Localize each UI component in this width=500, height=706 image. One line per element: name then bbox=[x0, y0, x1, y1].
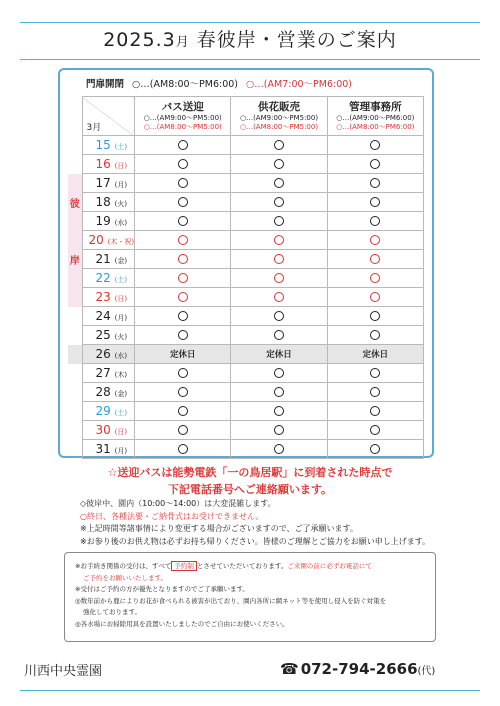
open-cell bbox=[135, 174, 231, 193]
weekday: (水) bbox=[114, 352, 128, 360]
open-circle-icon bbox=[178, 235, 188, 245]
column-name: 供花販売 bbox=[258, 101, 301, 113]
open-circle-icon bbox=[274, 444, 284, 454]
weekday: (日) bbox=[114, 295, 128, 303]
date-number: 25 bbox=[95, 328, 111, 342]
open-cell bbox=[327, 250, 423, 269]
notes-list bbox=[80, 498, 430, 548]
open-circle-icon bbox=[274, 330, 284, 340]
weekday: (金) bbox=[114, 257, 128, 265]
open-cell bbox=[231, 383, 327, 402]
date-number: 19 bbox=[95, 214, 111, 228]
date-number: 24 bbox=[95, 309, 111, 323]
organization-name: 川西中央霊園 bbox=[24, 664, 103, 679]
open-cell bbox=[135, 288, 231, 307]
open-cell bbox=[231, 136, 327, 155]
open-circle-icon bbox=[178, 444, 188, 454]
weekday: (日) bbox=[114, 428, 128, 436]
open-circle-icon bbox=[370, 254, 380, 264]
table-row bbox=[68, 345, 424, 364]
open-circle-icon bbox=[370, 387, 380, 397]
footer-divider bbox=[20, 690, 480, 691]
phone-icon: ☎ bbox=[280, 660, 299, 678]
open-circle-icon bbox=[370, 216, 380, 226]
open-circle-icon bbox=[274, 216, 284, 226]
open-circle-icon bbox=[274, 235, 284, 245]
higan-side-label: 岸 bbox=[68, 250, 82, 269]
open-cell bbox=[135, 231, 231, 250]
column-header-bus bbox=[135, 97, 231, 136]
weekday: (水) bbox=[114, 219, 128, 227]
bus-notice-line: ☆送迎バスは能勢電鉄「一の鳥居駅」に到着された時点で bbox=[107, 466, 393, 479]
note-item: ◇彼岸中、園内（10:00〜14:00）は大変混雑します。 bbox=[80, 499, 276, 508]
open-cell bbox=[135, 250, 231, 269]
open-circle-icon bbox=[274, 273, 284, 283]
date-cell bbox=[82, 174, 135, 193]
open-circle-icon bbox=[274, 159, 284, 169]
open-circle-icon bbox=[370, 330, 380, 340]
open-circle-icon bbox=[274, 292, 284, 302]
open-cell bbox=[327, 212, 423, 231]
reservation-badge: 予約制 bbox=[171, 561, 197, 571]
open-circle-icon bbox=[274, 311, 284, 321]
phone-number: ☎ 072-794-2666(代) bbox=[280, 660, 436, 678]
open-circle-icon bbox=[178, 311, 188, 321]
weekday: (月) bbox=[114, 181, 128, 189]
higan-side-label: 彼 bbox=[68, 193, 82, 212]
weekday: (土) bbox=[114, 276, 128, 284]
open-cell bbox=[327, 307, 423, 326]
open-circle-icon bbox=[370, 425, 380, 435]
open-cell bbox=[231, 402, 327, 421]
open-circle-icon bbox=[178, 273, 188, 283]
weekday: (火) bbox=[114, 200, 128, 208]
open-cell bbox=[327, 288, 423, 307]
corner-month-label: 3月 bbox=[86, 123, 102, 133]
open-cell bbox=[135, 136, 231, 155]
column-hours-normal: ○…(AM9:00〜PM6:00) bbox=[336, 114, 415, 122]
table-row bbox=[68, 288, 424, 307]
weekday: (土) bbox=[114, 143, 128, 151]
date-number: 28 bbox=[95, 385, 111, 399]
open-circle-icon bbox=[370, 444, 380, 454]
date-number: 20 bbox=[88, 233, 104, 247]
gate-hours-normal: ○…(AM8:00〜PM6:00) bbox=[132, 79, 239, 90]
title-year-month: 2025.3 bbox=[103, 29, 176, 51]
table-row bbox=[68, 383, 424, 402]
title-text: 春彼岸・営業のご案内 bbox=[196, 29, 397, 51]
open-circle-icon bbox=[178, 368, 188, 378]
corner-cell bbox=[82, 97, 135, 136]
open-circle-icon bbox=[370, 197, 380, 207]
box-line: ※受付はご予約の方が優先となりますのでご了承願います。 bbox=[75, 585, 249, 593]
open-cell bbox=[135, 307, 231, 326]
table-row bbox=[68, 269, 424, 288]
box-line: 強化しております。 bbox=[83, 608, 141, 616]
open-circle-icon bbox=[274, 425, 284, 435]
date-cell bbox=[82, 250, 135, 269]
table-row bbox=[68, 440, 424, 459]
open-cell bbox=[327, 402, 423, 421]
open-circle-icon bbox=[370, 178, 380, 188]
date-number: 18 bbox=[95, 195, 111, 209]
date-number: 30 bbox=[95, 423, 111, 437]
open-circle-icon bbox=[178, 197, 188, 207]
date-cell bbox=[82, 269, 135, 288]
open-circle-icon bbox=[178, 330, 188, 340]
gate-hours bbox=[86, 76, 352, 90]
date-cell bbox=[82, 136, 135, 155]
date-number: 29 bbox=[95, 404, 111, 418]
date-cell bbox=[82, 383, 135, 402]
open-cell bbox=[231, 288, 327, 307]
weekday: (木・祝) bbox=[107, 238, 135, 246]
open-cell bbox=[231, 307, 327, 326]
closed-label: 定休日 bbox=[231, 345, 327, 364]
date-number: 22 bbox=[95, 271, 111, 285]
open-cell bbox=[135, 440, 231, 459]
table-row bbox=[68, 402, 424, 421]
box-line: ご予約をお願いいたします。 bbox=[83, 573, 167, 582]
open-cell bbox=[231, 193, 327, 212]
open-cell bbox=[135, 364, 231, 383]
open-cell bbox=[231, 250, 327, 269]
schedule-table bbox=[68, 96, 424, 459]
date-number: 27 bbox=[95, 366, 111, 380]
open-cell bbox=[327, 231, 423, 250]
table-row bbox=[68, 155, 424, 174]
open-cell bbox=[135, 421, 231, 440]
open-circle-icon bbox=[370, 235, 380, 245]
date-number: 16 bbox=[95, 157, 111, 171]
open-cell bbox=[231, 174, 327, 193]
open-circle-icon bbox=[178, 140, 188, 150]
open-cell bbox=[327, 421, 423, 440]
open-cell bbox=[135, 193, 231, 212]
open-circle-icon bbox=[178, 254, 188, 264]
gate-hours-higan: ○…(AM7:00〜PM6:00) bbox=[246, 79, 353, 90]
date-number: 17 bbox=[95, 176, 111, 190]
column-header-office bbox=[327, 97, 423, 136]
open-circle-icon bbox=[178, 292, 188, 302]
open-cell bbox=[231, 231, 327, 250]
open-circle-icon bbox=[274, 368, 284, 378]
note-item: ※上記時間等諸事情により変更する場合がございますので、ご了承願います。 bbox=[80, 524, 358, 533]
open-cell bbox=[327, 193, 423, 212]
gate-hours-label: 門扉開閉 bbox=[86, 79, 125, 90]
table-row bbox=[68, 231, 424, 250]
open-cell bbox=[231, 269, 327, 288]
note-item: ※お参り後のお供え物は必ずお持ち帰りください。皆様のご理解とご協力をお願い申し上げます。 bbox=[80, 536, 431, 546]
date-cell bbox=[82, 231, 135, 250]
weekday: (月) bbox=[114, 447, 128, 455]
page-title bbox=[20, 22, 480, 60]
table-row bbox=[68, 421, 424, 440]
procedure-notice-box bbox=[64, 552, 436, 642]
column-hours-normal: ○…(AM9:00〜PM5:00) bbox=[143, 114, 222, 122]
weekday: (日) bbox=[114, 162, 128, 170]
table-row bbox=[68, 364, 424, 383]
open-cell bbox=[327, 136, 423, 155]
date-cell bbox=[82, 364, 135, 383]
date-cell bbox=[82, 155, 135, 174]
column-name: 管理事務所 bbox=[349, 101, 402, 113]
date-number: 23 bbox=[95, 290, 111, 304]
open-cell bbox=[135, 212, 231, 231]
weekday: (月) bbox=[114, 314, 128, 322]
table-row bbox=[68, 193, 424, 212]
open-cell bbox=[231, 212, 327, 231]
open-cell bbox=[327, 326, 423, 345]
open-cell bbox=[135, 383, 231, 402]
date-number: 31 bbox=[95, 442, 111, 456]
open-circle-icon bbox=[274, 178, 284, 188]
open-cell bbox=[135, 326, 231, 345]
open-cell bbox=[231, 421, 327, 440]
date-cell bbox=[82, 193, 135, 212]
table-row bbox=[68, 307, 424, 326]
open-cell bbox=[327, 383, 423, 402]
weekday: (土) bbox=[114, 409, 128, 417]
open-cell bbox=[327, 440, 423, 459]
date-number: 21 bbox=[95, 252, 111, 266]
bus-notice bbox=[0, 464, 500, 498]
open-circle-icon bbox=[370, 368, 380, 378]
date-cell bbox=[82, 326, 135, 345]
open-circle-icon bbox=[274, 254, 284, 264]
open-circle-icon bbox=[274, 406, 284, 416]
date-cell bbox=[82, 402, 135, 421]
open-cell bbox=[327, 269, 423, 288]
open-cell bbox=[135, 155, 231, 174]
table-row bbox=[68, 326, 424, 345]
column-name: バス送迎 bbox=[161, 101, 204, 113]
note-item: ○終日、各種法要・ご納骨式はお受けできません。 bbox=[80, 511, 264, 521]
table-row bbox=[68, 250, 424, 269]
column-hours-normal: ○…(AM9:00〜PM5:00) bbox=[239, 114, 319, 122]
date-cell bbox=[82, 421, 135, 440]
open-circle-icon bbox=[178, 406, 188, 416]
open-cell bbox=[231, 364, 327, 383]
date-cell bbox=[82, 307, 135, 326]
open-cell bbox=[327, 364, 423, 383]
closed-label: 定休日 bbox=[135, 345, 231, 364]
column-hours-higan: ○…(AM8:00〜PM6:00) bbox=[336, 123, 415, 131]
open-circle-icon bbox=[178, 178, 188, 188]
open-circle-icon bbox=[370, 292, 380, 302]
box-line: ※お手続き関係の受付は、すべて 予約制 とさせていただいております。ご来園の前に必ずお電話にて bbox=[75, 562, 372, 570]
open-circle-icon bbox=[178, 216, 188, 226]
table-row bbox=[68, 136, 424, 155]
date-number: 26 bbox=[95, 347, 111, 361]
open-cell bbox=[231, 326, 327, 345]
open-circle-icon bbox=[370, 140, 380, 150]
weekday: (金) bbox=[114, 390, 128, 398]
open-circle-icon bbox=[178, 425, 188, 435]
open-circle-icon bbox=[370, 273, 380, 283]
open-circle-icon bbox=[370, 311, 380, 321]
open-circle-icon bbox=[178, 159, 188, 169]
open-cell bbox=[327, 155, 423, 174]
open-cell bbox=[135, 402, 231, 421]
open-cell bbox=[135, 269, 231, 288]
table-row bbox=[68, 174, 424, 193]
date-cell bbox=[82, 345, 135, 364]
open-cell bbox=[231, 155, 327, 174]
weekday: (火) bbox=[114, 333, 128, 341]
open-cell bbox=[231, 440, 327, 459]
open-circle-icon bbox=[274, 387, 284, 397]
box-line: ◎各水場にお掃除用具を設置いたしましたのでご自由にお使いください。 bbox=[75, 619, 289, 628]
column-hours-higan: ○…(AM8:00〜PM5:00) bbox=[239, 123, 319, 131]
table-row bbox=[68, 212, 424, 231]
open-circle-icon bbox=[370, 159, 380, 169]
open-circle-icon bbox=[274, 197, 284, 207]
title-month-suffix: 月 bbox=[175, 35, 190, 50]
open-circle-icon bbox=[178, 387, 188, 397]
open-circle-icon bbox=[370, 406, 380, 416]
date-cell bbox=[82, 440, 135, 459]
date-cell bbox=[82, 288, 135, 307]
column-hours-higan: ○…(AM8:00〜PM5:00) bbox=[143, 123, 222, 131]
open-cell bbox=[327, 174, 423, 193]
box-line: ◎数年前から鹿によりお花が食べられる被害が出ており、園内各所に網ネット等を使用し侵入を防ぐ対策を bbox=[75, 596, 387, 605]
column-header-flowers bbox=[231, 97, 327, 136]
date-cell bbox=[82, 212, 135, 231]
open-circle-icon bbox=[274, 140, 284, 150]
bus-notice-line: 下記電話番号へご連絡願います。 bbox=[167, 483, 333, 496]
weekday: (木) bbox=[114, 371, 128, 379]
date-number: 15 bbox=[95, 138, 111, 152]
closed-label: 定休日 bbox=[327, 345, 423, 364]
